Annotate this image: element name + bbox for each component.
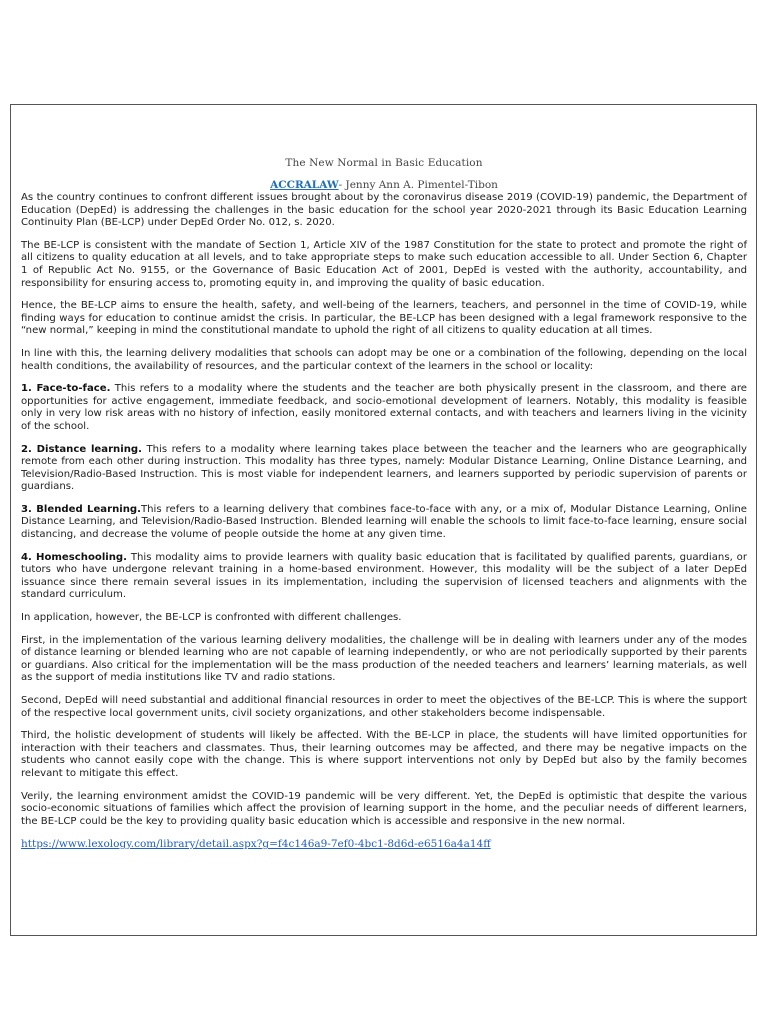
paragraph-modalities-intro: In line with this, the learning delivery modalities that schools can adopt may be one or a combination of the following, depending on the local health conditions, the availability of resources, and the particular context of the learners in the school or locality: bbox=[21, 347, 747, 372]
intro-paragraph: As the country continues to confront different issues brought about by the coronavirus disease 2019 (COVID-19) pandemic, the Department of Education (DepEd) is addressing the challenges in the basic education for the school year 2020-2021 through its Basic Education Learning Continuity Plan (BE-LCP) under DepEd Order No. 012, s. 2020. bbox=[21, 192, 747, 229]
modality-distance-learning bbox=[21, 444, 747, 494]
paragraph-aims: Hence, the BE-LCP aims to ensure the health, safety, and well-being of the learners, teachers, and personnel in the time of COVID-19, while finding ways for education to continue amidst the crisis. In particular, the BE-LCP has been designed with a legal framework responsive to the “new normal,” keeping in mind the constitutional mandate to uphold the right of all citizens to quality education at all times. bbox=[21, 300, 747, 337]
document-page bbox=[10, 104, 757, 936]
source-link-accralaw[interactable]: ACCRALAW bbox=[270, 179, 339, 191]
paragraph-third-challenge: Third, the holistic development of students will likely be affected. With the BE-LCP in place, the students will have limited opportunities for interaction with their teachers and classmates. Thus, their learning outcomes may be affected, and there may be negative impacts on the students who cannot easily cope with the change. This is where support interventions not only by DepEd but also by the family becomes relevant to mitigate this effect. bbox=[21, 730, 747, 779]
modality-text: This modality aims to provide learners with quality basic education that is facilitated by qualified parents, guardians, or tutors who have undergone relevant training in a home-based environment. However, this modality will be the subject of a later DepEd issuance since there remain several issues in its implementation, including the supervision of licensed teachers and alignments with the standard curriculum. bbox=[21, 551, 747, 601]
paragraph-constitution: The BE-LCP is consistent with the mandate of Section 1, Article XIV of the 1987 Constitution for the state to protect and promote the right of all citizens to quality education at all levels, and to take appropriate steps to make such education accessible to all. Under Section 6, Chapter 1 of Republic Act No. 9155, or the Governance of Basic Education Act of 2001, DepEd is vested with the authority, accountability, and responsibility for ensuring access to, promoting equity in, and improving the quality of basic education. bbox=[21, 239, 747, 289]
source-url-link[interactable]: https://www.lexology.com/library/detail.aspx?g=f4c146a9-7ef0-4bc1-8d6d-e6516a4a14ff bbox=[21, 838, 491, 851]
modality-heading: 3. Blended Learning. bbox=[21, 503, 141, 515]
paragraph-second-challenge: Second, DepEd will need substantial and additional financial resources in order to meet the objectives of the BE-LCP. This is where the support of the respective local government units, civil society organizations, and other stakeholders become indispensable. bbox=[21, 695, 747, 719]
paragraph-first-challenge: First, in the implementation of the various learning delivery modalities, the challenge will be in dealing with learners under any of the modes of distance learning or blended learning who are not capable of learning independently, or who are not periodically supported by their parents or guardians. Also critical for the implementation will be the mass production of the needed teachers and learners’ learning materials, as well as the support of media institutions like TV and radio stations. bbox=[21, 634, 747, 684]
modality-text: This refers to a modality where the students and the teacher are both physically present in the classroom, and there are opportunities for active engagement, immediate feedback, and socio-emotional development of learners. Notably, this modality is feasible only in very low risk areas with no history of infection, easily monitored external contacts, and with teachers and learners living in the vicinity of the school. bbox=[21, 383, 747, 432]
modality-text: This refers to a learning delivery that combines face-to-face with any, or a mix of, Modular Distance Learning, Online Distance Learning, and Television/Radio-Based Instruction. Blended learning will enable the schools to limit face-to-face learning, ensure social distancing, and decrease the volume of people outside the home at any given time. bbox=[21, 503, 747, 541]
byline bbox=[21, 179, 747, 192]
paragraph-challenges-intro: In application, however, the BE-LCP is confronted with different challenges. bbox=[21, 612, 402, 624]
modality-heading: 4. Homeschooling. bbox=[21, 551, 127, 563]
author-name: - Jenny Ann A. Pimentel-Tibon bbox=[338, 179, 498, 191]
modality-text: This refers to a modality where learning takes place between the teacher and the learners who are geographically remote from each other during instruction. This modality has three types, namely: Modular Distance Learning, Online Distance Learning, and Television/Radio-Based Instruction. This is most viable for independent learners, and learners supported by periodic supervision of parents or guardians. bbox=[21, 443, 747, 493]
modality-heading: 1. Face-to-face. bbox=[21, 383, 111, 395]
modality-blended-learning bbox=[21, 504, 747, 542]
modality-heading: 2. Distance learning. bbox=[21, 443, 142, 455]
modality-face-to-face bbox=[21, 383, 747, 433]
modality-homeschooling bbox=[21, 552, 747, 602]
article-body bbox=[21, 157, 747, 850]
paragraph-conclusion: Verily, the learning environment amidst the COVID-19 pandemic will be very different. Yet, the DepEd is optimistic that despite the various socio-economic situations of families which affect the provision of learning support in the home, and the peculiar needs of different learners, the BE-LCP could be the key to providing quality basic education which is accessible and responsive in the new normal. bbox=[21, 790, 747, 827]
article-title: The New Normal in Basic Education bbox=[285, 157, 483, 169]
